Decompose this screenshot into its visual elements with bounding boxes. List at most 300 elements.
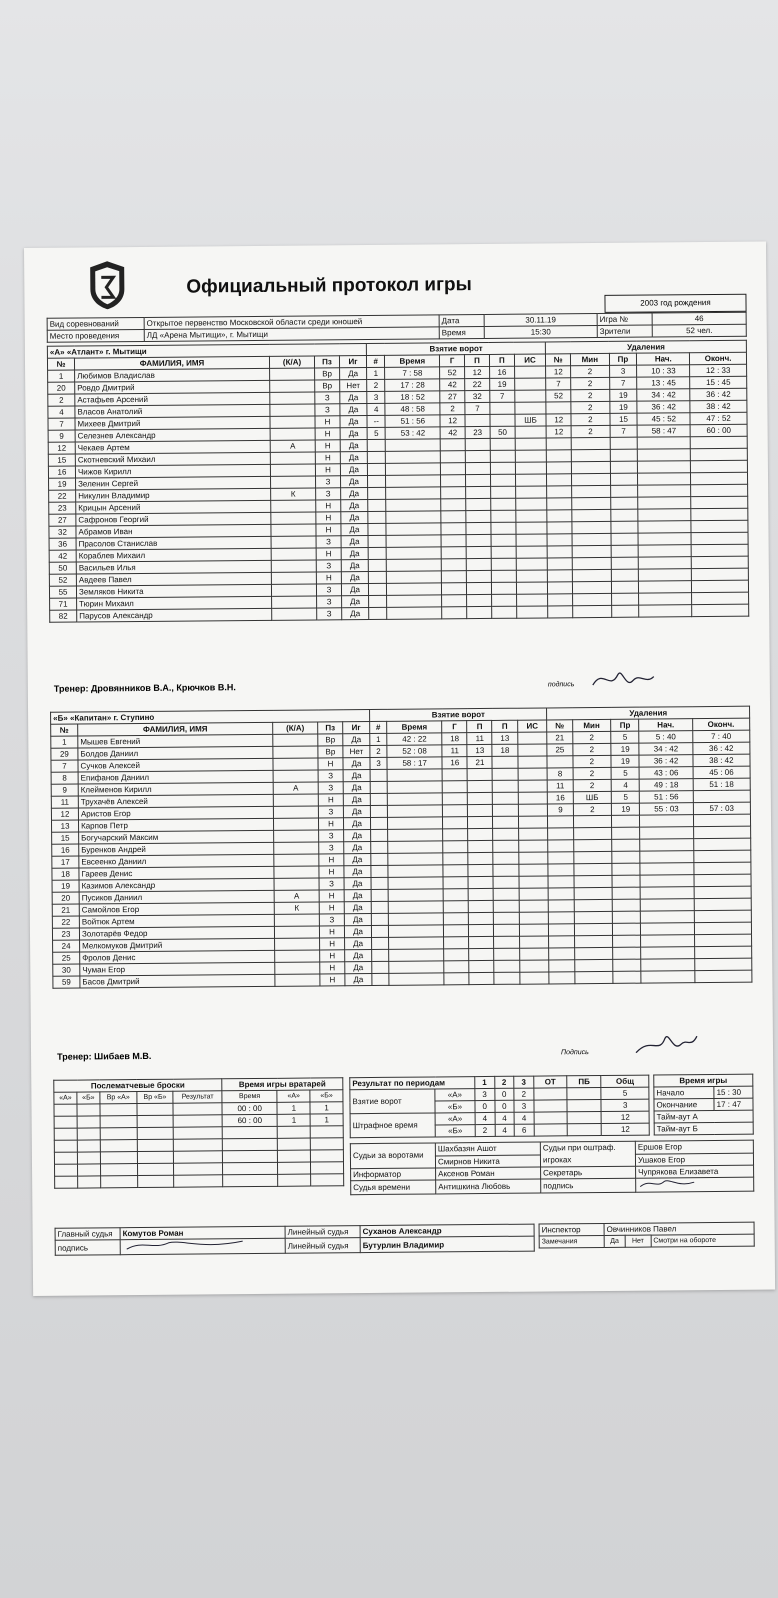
team-b-sign-label: Подпись (561, 1049, 589, 1057)
goal-cell (386, 475, 441, 487)
goal-cell: 42 : 22 (387, 733, 442, 745)
player-col-header: ФАМИЛИЯ, ИМЯ (74, 356, 269, 370)
player-number: 23 (52, 928, 79, 940)
player-role (274, 926, 319, 938)
goal-cell (494, 924, 519, 936)
penalty-cell (572, 485, 610, 497)
goal-cell (516, 570, 548, 582)
inspector-table (539, 1222, 755, 1249)
penalty-cell (641, 947, 694, 959)
timeout-a: Тайм-аут А (654, 1110, 753, 1123)
penalty-cell (694, 898, 751, 910)
goal-cell (516, 510, 548, 522)
goal-cell (516, 498, 548, 510)
goal-judge-1: Шахбазян Ашот (435, 1142, 540, 1155)
penalty-cell (613, 947, 641, 959)
goal-cell (465, 462, 490, 474)
goal-cell (469, 948, 494, 960)
goal-cell: 16 (489, 366, 514, 378)
penalty-cell (693, 850, 750, 862)
penalty-cell (549, 912, 574, 924)
penalty-cell: 12 : 33 (690, 364, 747, 376)
player-position: З (317, 608, 342, 620)
player-plays: Да (343, 769, 370, 781)
goal-cell (372, 937, 389, 949)
player-col-header: ФАМИЛИЯ, ИМЯ (78, 722, 273, 736)
goal-cell (444, 937, 469, 949)
penalty-cell (548, 594, 573, 606)
player-role (273, 794, 318, 806)
player-number: 36 (49, 538, 76, 550)
goal-cell (469, 936, 494, 948)
penalty-cell (694, 934, 751, 946)
penalty-cell: 13 : 45 (637, 377, 690, 389)
penalty-cell (641, 899, 694, 911)
penalty-cell (691, 508, 748, 520)
goal-cell (388, 829, 443, 841)
informer: Аксенов Роман (436, 1167, 541, 1180)
goal-cell (514, 378, 546, 390)
player-col-header: Пз (318, 722, 343, 734)
period-cell: 0 (494, 1088, 514, 1100)
goal-cell (493, 876, 518, 888)
remarks-reverse: Смотри на обороте (651, 1234, 754, 1247)
penalty-judge-1: Ершов Егор (635, 1140, 753, 1154)
goal-cell (371, 925, 388, 937)
penalty-cell: 2 (571, 389, 609, 401)
penalty-judge-2: Ушаков Егор (635, 1153, 753, 1167)
penalty-cell (548, 570, 573, 582)
period-col: 2 (494, 1076, 514, 1088)
goal-cell: 2 (367, 379, 386, 391)
team-a-sign-label: подпись (547, 681, 575, 689)
period-cell: 4 (495, 1112, 515, 1124)
player-col-header: (К/А) (273, 722, 318, 734)
goal-col-header: # (366, 355, 385, 367)
goal-cell (443, 877, 468, 889)
penalty-cell (612, 839, 640, 851)
penalty-col-header: № (547, 720, 572, 732)
goal-cell (493, 780, 518, 792)
player-name: Мелкомуков Дмитрий (80, 938, 275, 952)
goal-cell: 2 (370, 745, 387, 757)
player-number: 11 (51, 796, 78, 808)
goal-cell (467, 768, 492, 780)
penalty-cell (694, 946, 751, 958)
player-plays: Да (345, 949, 372, 961)
player-position: Н (315, 464, 340, 476)
penalty-cell (640, 875, 693, 887)
player-number: 7 (48, 418, 75, 430)
penalty-cell (638, 509, 691, 521)
penalty-cell (641, 971, 694, 983)
player-position: Н (319, 866, 344, 878)
goal-cell (386, 511, 441, 523)
penalty-cell: 45 : 52 (637, 413, 690, 425)
goal-cell (368, 499, 387, 511)
penalty-cell (548, 828, 573, 840)
penalty-cell (612, 899, 640, 911)
period-cell: 4 (475, 1112, 495, 1124)
game-info-table (47, 312, 747, 343)
goal-cell: 17 : 28 (385, 379, 440, 391)
penalty-cell: 7 (610, 425, 638, 437)
period-cell: 4 (495, 1124, 515, 1136)
team-a-table (47, 340, 749, 623)
penalty-cell: 12 (546, 426, 571, 438)
goal-cell (516, 594, 548, 606)
penalty-cell: 47 : 52 (690, 412, 747, 424)
goal-cell (367, 451, 386, 463)
periods-header: Результат по периодам (350, 1077, 475, 1090)
player-name: Золотарёв Федор (79, 926, 274, 940)
goal-cell (518, 852, 548, 864)
player-position: Н (315, 440, 340, 452)
penalty-cell: 5 (611, 731, 639, 743)
penalty-cell (548, 558, 573, 570)
goal-cell (371, 889, 388, 901)
period-cell: 4 (514, 1112, 534, 1124)
player-name: Зеленин Сергей (76, 476, 271, 490)
goal-cell (494, 888, 519, 900)
player-number: 1 (48, 370, 75, 382)
penalty-col-header: Мин (572, 719, 611, 731)
end-label: Окончание (654, 1099, 714, 1112)
main-ref: Комутов Роман (120, 1226, 285, 1239)
penalty-cell (548, 876, 573, 888)
penalty-cell (548, 840, 573, 852)
gk-a: 1 (277, 1102, 310, 1114)
player-plays: Да (345, 973, 372, 985)
age-group: 2003 год рождения (604, 294, 746, 313)
player-role (272, 596, 317, 608)
player-name: Гареев Денис (79, 866, 274, 880)
penalty-cell (572, 461, 610, 473)
goal-cell (466, 582, 491, 594)
penalty-col-header: Оконч. (690, 352, 747, 364)
player-number: 22 (52, 916, 79, 928)
goal-cell (368, 571, 387, 583)
penalty-cell (547, 534, 572, 546)
penalty-cell (638, 485, 691, 497)
penalty-cell (638, 449, 691, 461)
venue-label: Место проведения (47, 329, 144, 342)
penalty-cell (690, 436, 747, 448)
protocol-sheet (24, 242, 775, 1296)
penalty-cell: 19 (611, 755, 639, 767)
penalty-cell: 19 (609, 401, 637, 413)
player-number: 16 (48, 466, 75, 478)
goal-cell (466, 474, 491, 486)
goal-cell (493, 792, 518, 804)
penalty-cell (546, 438, 571, 450)
goal-cell (467, 606, 492, 618)
goal-cell (387, 805, 442, 817)
goal-cell (519, 936, 549, 948)
goal-cell (493, 828, 518, 840)
player-name: Буренков Андрей (79, 842, 274, 856)
periods-table (349, 1075, 650, 1139)
penalty-cell (548, 864, 573, 876)
penalty-col-header: Пр (609, 353, 637, 365)
goal-cell (491, 570, 516, 582)
goal-cell (469, 900, 494, 912)
goal-cell (516, 582, 548, 594)
penalty-cell (692, 604, 749, 616)
player-role: А (270, 440, 315, 452)
goal-cell (387, 547, 442, 559)
goal-cell (518, 804, 548, 816)
period-cell: 12 (601, 1111, 649, 1123)
shootout-col: Вр «Б» (137, 1091, 174, 1103)
goal-cell (441, 487, 466, 499)
goal-cell (493, 852, 518, 864)
penalty-cell: 36 : 42 (639, 755, 692, 767)
goal-cell (491, 534, 516, 546)
inspector-label: Инспектор (539, 1223, 604, 1236)
penalty-cell (549, 972, 574, 984)
team-a-name: «А» «Атлант» г. Мытищи (47, 344, 366, 359)
penalty-cell: 2 (571, 377, 609, 389)
goal-cell (465, 438, 490, 450)
goal-cell (519, 948, 549, 960)
player-plays: Нет (343, 746, 370, 758)
player-number: 19 (52, 880, 79, 892)
venue-value: ЛД «Арена Мытищи», г. Мытищи (144, 327, 439, 342)
team-b-coach: Тренер: Шибаев М.В. (57, 1050, 152, 1062)
goal-cell: 3 (370, 757, 387, 769)
penalty-cell (573, 839, 612, 851)
player-name: Мышев Евгений (78, 734, 273, 748)
goal-cell (388, 913, 443, 925)
player-number: 42 (49, 550, 76, 562)
player-position: З (316, 476, 341, 488)
player-name: Ровдо Дмитрий (75, 380, 270, 394)
player-number: 12 (51, 808, 78, 820)
penalty-cell (572, 473, 610, 485)
penalty-cell (574, 887, 613, 899)
goal-cell (468, 852, 493, 864)
goal-cell (387, 583, 442, 595)
penalty-cell (641, 935, 694, 947)
penalty-cell (694, 958, 751, 970)
penalty-cell (573, 851, 612, 863)
goal-cell: 16 (442, 757, 467, 769)
player-plays: Да (344, 925, 371, 937)
period-cell: «А» (435, 1089, 475, 1101)
goal-cell: 1 (367, 367, 386, 379)
player-number: 20 (52, 892, 79, 904)
player-name: Клейменов Кирилл (78, 782, 273, 796)
penalty-cell: 36 : 42 (690, 388, 747, 400)
penalty-cell (638, 497, 691, 509)
player-number: 71 (50, 598, 77, 610)
goal-cell (494, 948, 519, 960)
goal-cell (466, 510, 491, 522)
time-label: Время (439, 326, 484, 338)
penalty-cell (640, 863, 693, 875)
goal-cell (516, 558, 548, 570)
penalty-col-header: Пр (611, 719, 639, 731)
remarks-yes: Да (604, 1235, 625, 1247)
player-position: З (318, 782, 343, 794)
player-plays: Да (343, 793, 370, 805)
penalty-cell (574, 971, 613, 983)
player-name: Аристов Егор (78, 806, 273, 820)
player-plays: Да (344, 913, 371, 925)
goal-cell: 51 : 56 (385, 415, 440, 427)
player-role (274, 866, 319, 878)
goal-cell (441, 547, 466, 559)
goal-cell (389, 949, 444, 961)
goal-cell (465, 414, 490, 426)
player-col-header: Пз (314, 356, 339, 368)
goal-cell (466, 486, 491, 498)
goal-cell (466, 546, 491, 558)
goal-cell (491, 546, 516, 558)
goal-cell: 27 (440, 391, 465, 403)
player-name: Селезнев Александр (75, 428, 270, 442)
game-time-table (653, 1074, 754, 1136)
player-number: 32 (49, 526, 76, 538)
spectators-value: 52 чел. (652, 324, 746, 337)
goal-cell (491, 522, 516, 534)
player-name: Епифанов Даниил (78, 770, 273, 784)
penalty-cell (573, 815, 612, 827)
goal-cell: 53 : 42 (386, 427, 441, 439)
penalty-cell (573, 593, 611, 605)
player-role (270, 428, 315, 440)
penalty-cell (641, 887, 694, 899)
goal-cell (443, 793, 468, 805)
penalty-cell (612, 815, 640, 827)
period-cell: «А» (435, 1113, 475, 1125)
goal-col-header: П (465, 354, 490, 366)
goal-cell (388, 889, 443, 901)
goal-cell (519, 972, 549, 984)
player-role (272, 608, 317, 620)
penalty-cell: 15 : 45 (690, 376, 747, 388)
goal-cell (388, 925, 443, 937)
goal-cell: -- (367, 415, 386, 427)
player-role: К (274, 902, 319, 914)
linesman-label-2: Линейный судья (285, 1238, 360, 1254)
player-position: Вр (318, 734, 343, 746)
player-number: 7 (51, 760, 78, 772)
goal-cell (386, 487, 441, 499)
goal-cell (491, 510, 516, 522)
player-number: 25 (53, 952, 80, 964)
goal-cell (388, 901, 443, 913)
goal-cell (515, 402, 547, 414)
goal-cell (469, 924, 494, 936)
period-cell (534, 1088, 568, 1100)
goal-cell (387, 793, 442, 805)
goal-cell (466, 570, 491, 582)
penalty-cell: 21 (547, 732, 572, 744)
goal-cell (490, 414, 515, 426)
period-cell (534, 1100, 568, 1112)
goal-cell: 13 (492, 732, 517, 744)
penalty-cell (548, 816, 573, 828)
player-role (274, 842, 319, 854)
goal-cell: 11 (467, 732, 492, 744)
goal-cell (386, 439, 441, 451)
penalty-cell (610, 473, 638, 485)
period-cell: 3 (475, 1088, 495, 1100)
goal-cell (371, 865, 388, 877)
penalty-cell: 2 (572, 743, 611, 755)
penalty-cell: 19 (612, 803, 640, 815)
goal-cell (368, 511, 387, 523)
player-plays: Да (341, 572, 368, 584)
player-position: Н (318, 758, 343, 770)
penalty-cell (694, 910, 751, 922)
penalty-cell: 36 : 42 (637, 401, 690, 413)
player-number: 1 (51, 736, 78, 748)
goal-cell (367, 439, 386, 451)
period-cell: 3 (601, 1099, 649, 1111)
player-role (274, 914, 319, 926)
player-name: Евсеенко Даниил (79, 854, 274, 868)
penalty-cell (547, 498, 572, 510)
player-name: Власов Анатолий (75, 404, 270, 418)
period-cell (567, 1099, 601, 1111)
penalty-cell (638, 461, 691, 473)
player-number: 24 (53, 940, 80, 952)
league-logo-icon (86, 259, 128, 311)
penalty-cell: 52 (546, 390, 571, 402)
secretary: Чупрякова Елизавета (636, 1165, 754, 1178)
player-role (271, 548, 316, 560)
goal-cell: 4 (367, 403, 386, 415)
goal-cell (466, 534, 491, 546)
player-name: Чижов Кирилл (75, 464, 270, 478)
penalty-cell (574, 899, 613, 911)
penalty-cell: 55 : 03 (640, 803, 693, 815)
goal-cell (387, 781, 442, 793)
penalty-cell (693, 790, 750, 802)
penalty-cell: 43 : 06 (640, 767, 693, 779)
goal-cell (443, 817, 468, 829)
penalty-cell (574, 923, 613, 935)
penalty-cell: 2 (571, 365, 609, 377)
goal-cell (493, 840, 518, 852)
goal-cell (516, 606, 548, 618)
goal-cell (368, 547, 387, 559)
penalty-cell (613, 923, 641, 935)
penalty-cell (611, 581, 639, 593)
goal-cell: 1 (370, 733, 387, 745)
period-cell (534, 1112, 568, 1124)
pim-label: Штрафное время (350, 1113, 435, 1138)
goal-cell (468, 888, 493, 900)
goal-cell (519, 912, 549, 924)
goal-col-header: Г (440, 355, 465, 367)
player-position: Н (316, 512, 341, 524)
player-plays: Да (342, 608, 369, 620)
goal-cell (468, 828, 493, 840)
player-position: Н (320, 938, 345, 950)
penalty-cell (693, 838, 750, 850)
penalty-cell (694, 886, 751, 898)
player-role (271, 476, 316, 488)
goal-col-header: П (467, 720, 492, 732)
penalty-cell: 2 (571, 401, 609, 413)
period-cell: 0 (494, 1100, 514, 1112)
goal-cell (517, 744, 547, 756)
penalty-col-header: Оконч. (692, 718, 749, 730)
